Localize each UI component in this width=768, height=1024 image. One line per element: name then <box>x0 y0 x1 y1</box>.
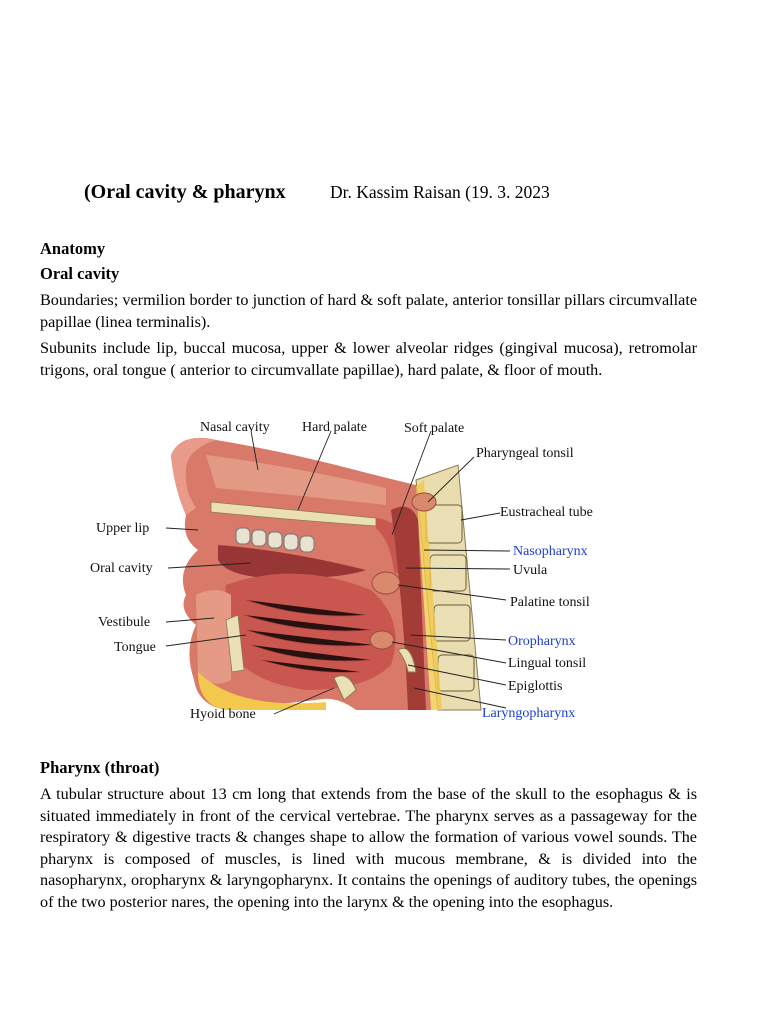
label-eustracheal-tube: Eustracheal tube <box>500 505 593 520</box>
label-vestibule: Vestibule <box>98 615 151 630</box>
label-oral-cavity: Oral cavity <box>90 561 153 576</box>
heading-anatomy: Anatomy <box>40 239 106 258</box>
oral-subunits-paragraph: Subunits include lip, buccal mucosa, upper & lower alveolar ridges (gingival mucosa), retromolar trigons, oral tongue ( anterior to circumvallate papillae), hard palate, & floor of mouth. <box>40 339 697 379</box>
heading-oral-cavity: Oral cavity <box>40 264 120 283</box>
oral-pharynx-illustration <box>86 410 626 726</box>
pharynx-paragraph: A tubular structure about 13 cm long that extends from the base of the skull to the esophagus & is situated immediately in front of the cervical vertebrae. The pharynx serves as a passageway for the respiratory & digestive tracts & changes shape to allow the formation of various vowel sounds. The pharynx is composed of muscles, is lined with mucous membrane, & is divided into the nasopharynx, oropharynx & laryngopharynx. It contains the openings of auditory tubes, the openings of the two posterior nares, the opening into the larynx & the opening into the esophagus. <box>40 785 697 911</box>
author-date: Dr. Kassim Raisan (19. 3. 2023 <box>330 182 550 202</box>
label-nasopharynx: Nasopharynx <box>513 544 588 559</box>
head-tissue <box>171 438 436 710</box>
label-nasal-cavity: Nasal cavity <box>200 420 270 435</box>
label-tongue: Tongue <box>114 640 156 655</box>
label-oropharynx: Oropharynx <box>508 634 576 649</box>
label-hyoid-bone: Hyoid bone <box>190 707 256 722</box>
document-title: (Oral cavity & pharynx <box>84 181 286 203</box>
anatomy-diagram <box>86 410 626 726</box>
document-header <box>84 181 550 204</box>
label-pharyngeal-tonsil: Pharyngeal tonsil <box>476 446 574 461</box>
label-upper-lip: Upper lip <box>96 521 150 536</box>
label-laryngopharynx: Laryngopharynx <box>482 706 576 721</box>
oral-boundaries-paragraph: Boundaries; vermilion border to junction of hard & soft palate, anterior tonsillar pillars circumvallate papillae (linea terminalis). <box>40 291 697 331</box>
label-soft-palate: Soft palate <box>404 421 465 436</box>
label-uvula: Uvula <box>513 563 548 578</box>
label-palatine-tonsil: Palatine tonsil <box>510 595 590 610</box>
label-lingual-tonsil: Lingual tonsil <box>508 656 587 671</box>
label-epiglottis: Epiglottis <box>508 679 563 694</box>
heading-pharynx: Pharynx (throat) <box>40 758 160 777</box>
label-hard-palate: Hard palate <box>302 420 367 435</box>
